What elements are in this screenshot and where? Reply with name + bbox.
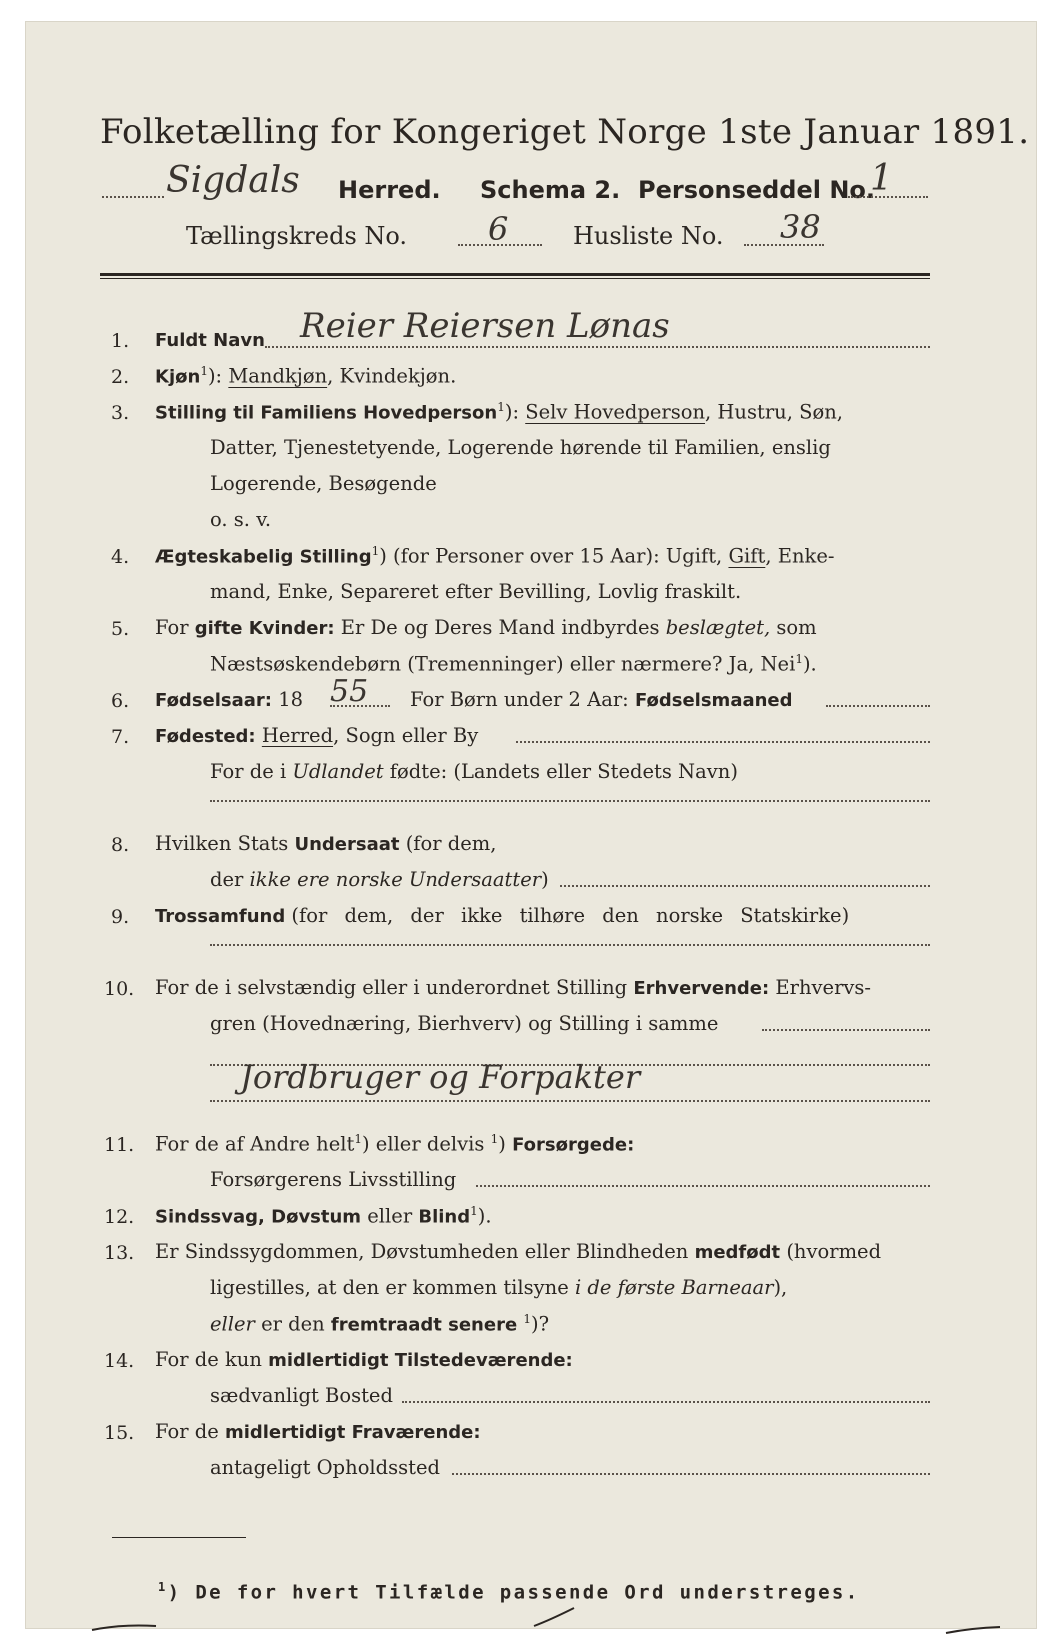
citizenship-dotted-line (560, 885, 930, 887)
personseddel-handwriting: 1 (870, 158, 893, 199)
item-number: 14. (104, 1350, 135, 1372)
congenital-pre: Er Sindssygdommen, Døvstumheden eller Blindheden (155, 1240, 695, 1263)
occupation-post: Erhvervs- (769, 976, 872, 999)
full-name-dotted-line (265, 346, 930, 348)
gender-label: Kjøn (155, 366, 201, 388)
disability-label-blind: Blind (418, 1206, 471, 1228)
usual-residence-dotted-line (402, 1401, 930, 1403)
footnote-text: De for hvert Tilfælde passende Ord understreges. (195, 1581, 860, 1604)
occupation-dotted-line-1 (762, 1029, 930, 1031)
pen-mark (530, 1604, 580, 1630)
citizenship-post: (for dem, (399, 832, 497, 855)
supporter-dotted-line (476, 1185, 930, 1187)
item-number: 11. (104, 1134, 135, 1156)
full-name-label: Fuldt Navn (155, 330, 265, 351)
item-number: 2. (111, 366, 130, 388)
abroad-dotted-line (210, 800, 930, 802)
birth-year-handwriting: 55 (330, 674, 369, 709)
abroad-pre: For de i (210, 760, 293, 783)
disability-label: Sindssvag, Døvstum (155, 1206, 362, 1228)
supported-text: For de af Andre helt (155, 1132, 355, 1156)
item-number: 13. (104, 1242, 135, 1264)
header-rule (100, 273, 930, 276)
gender-option-female: , Kvindekjøn. (327, 364, 457, 388)
birth-month-text: For Børn under 2 Aar: (410, 688, 635, 711)
birthplace-dotted-line (516, 741, 930, 743)
temp-absent-pre: For de (155, 1420, 225, 1443)
birthplace-option-herred: Herred (261, 724, 334, 747)
census-form-sheet (26, 22, 1036, 1628)
item-number: 3. (111, 402, 130, 424)
footnote-rule (112, 1537, 246, 1538)
item-number: 4. (111, 546, 130, 568)
usual-residence-label: sædvanligt Bosted (210, 1384, 393, 1407)
position-line2: Datter, Tjenestetyende, Logerende hørende til Familien, enslig (210, 436, 831, 459)
occupation-dotted-line-3 (210, 1100, 930, 1102)
footnote: $^1$) De for hvert Tilfælde passende Ord understreges. (158, 1580, 860, 1604)
husliste-dotted-line (744, 244, 824, 246)
married-women-pre: For (155, 616, 195, 639)
citizenship-label: Undersaat (294, 834, 400, 855)
pen-mark (90, 1620, 160, 1634)
birth-month-dotted-line (826, 705, 930, 707)
birthplace-label: Fødested: (155, 726, 256, 747)
congenital-label: medfødt (694, 1242, 781, 1263)
occupation-line2: gren (Hovednæring, Bierhverv) og Stilling i samme (210, 1012, 719, 1035)
personseddel-label: Personseddel No. (638, 176, 876, 204)
congenital-line2-italic: i de første Barneaar (574, 1276, 774, 1299)
married-women-text: Er De og Deres Mand indbyrdes (334, 616, 666, 639)
husliste-label: Husliste No. (573, 222, 724, 250)
herred-label: Herred. (338, 176, 441, 204)
form-title: Folketælling for Kongeriget Norge 1ste Januar 1891. (100, 112, 1030, 152)
item-number: 12. (104, 1206, 135, 1228)
marital-line2: mand, Enke, Separeret efter Bevilling, Lovlig fraskilt. (210, 580, 742, 603)
congenital-line3-mid: er den (254, 1312, 331, 1336)
marital-option-gift: Gift (728, 544, 766, 568)
item-number: 9. (111, 906, 130, 928)
abroad-post: fødte: (Landets eller Stedets Navn) (383, 760, 738, 783)
kreds-label: Tællingskreds No. (186, 222, 408, 250)
citizenship-pre: Hvilken Stats (155, 832, 295, 855)
citizenship-line2-italic: ikke ere norske Undersaatter (249, 868, 542, 891)
occupation-label: Erhvervende: (633, 978, 770, 999)
header-rule-thin (100, 278, 930, 279)
citizenship-line2-pre: der (210, 868, 250, 891)
kreds-handwriting: 6 (488, 210, 509, 248)
herred-dotted-line (102, 196, 164, 198)
probable-residence-label: antageligt Opholdssted (210, 1456, 441, 1479)
kreds-dotted-line (458, 244, 542, 246)
birth-month-label: Fødselsmaaned (634, 690, 793, 711)
congenital-line3-italic: eller (210, 1312, 255, 1336)
birth-year-prefix: 18 (278, 688, 304, 711)
temp-present-pre: For de kun (155, 1348, 269, 1371)
probable-residence-dotted-line (452, 1473, 930, 1475)
religion-dotted-line (210, 944, 930, 946)
congenital-post: (hvormed (780, 1240, 882, 1263)
occupation-pre: For de i selvstændig eller i underordnet Stilling (155, 976, 634, 999)
supporter-line2: Forsørgerens Livsstilling (210, 1168, 457, 1191)
temp-present-label: midlertidigt Tilstedeværende: (268, 1350, 573, 1371)
item-number: 5. (111, 618, 130, 640)
item-number: 15. (104, 1422, 135, 1444)
birthplace-options: , Sogn eller By (333, 724, 479, 747)
schema-label: Schema 2. (480, 176, 621, 204)
item-number: 6. (111, 690, 130, 712)
personseddel-dotted-line (848, 196, 928, 198)
item-number: 10. (104, 978, 135, 1000)
position-option-selv: Selv Hovedperson (525, 400, 706, 424)
marital-text-end: , Enke- (765, 544, 835, 568)
full-name-handwriting: Reier Reiersen Lønas (300, 306, 670, 346)
position-line3: Logerende, Besøgende (210, 472, 437, 495)
position-line4: o. s. v. (210, 508, 272, 531)
gender-option-male: Mandkjøn (228, 364, 328, 388)
religion-label: Trossamfund (155, 906, 286, 927)
marital-text: (for Personer over 15 Aar): Ugift, (393, 544, 729, 568)
married-women-related: beslægtet, (665, 616, 771, 639)
married-women-label: gifte Kvinder: (194, 618, 335, 639)
herred-handwriting: Sigdals (166, 160, 300, 201)
disability-text: eller (361, 1204, 419, 1228)
supported-label: Forsørgede: (505, 1134, 635, 1156)
birth-year-label: Fødselsaar: (155, 690, 272, 711)
pen-mark (944, 1624, 1004, 1636)
congenital-line2-pre: ligestilles, at den er kommen tilsyne (210, 1276, 575, 1299)
supported-text2: eller delvis (369, 1132, 485, 1156)
item-number: 7. (111, 726, 130, 748)
married-women-line2: Næstsøskendebørn (Tremenninger) eller nærmere? Ja, Nei (210, 652, 796, 676)
religion-text: (for dem, der ikke tilhøre den norske Statskirke) (291, 904, 850, 927)
occupation-handwriting: Jordbruger og Forpakter (240, 1058, 641, 1096)
position-options: , Hustru, Søn, (705, 400, 843, 424)
congenital-line3-bold: fremtraadt senere (330, 1314, 518, 1336)
item-number: 8. (111, 834, 130, 856)
married-women-end: som (770, 616, 817, 639)
temp-absent-label: midlertidigt Fraværende: (224, 1422, 481, 1443)
husliste-handwriting: 38 (780, 208, 821, 246)
birth-year-dotted-line (330, 705, 390, 707)
marital-label: Ægteskabelig Stilling (155, 546, 372, 568)
abroad-italic: Udlandet (292, 760, 384, 783)
position-label: Stilling til Familiens Hovedperson (155, 402, 498, 424)
item-number: 1. (111, 330, 130, 352)
